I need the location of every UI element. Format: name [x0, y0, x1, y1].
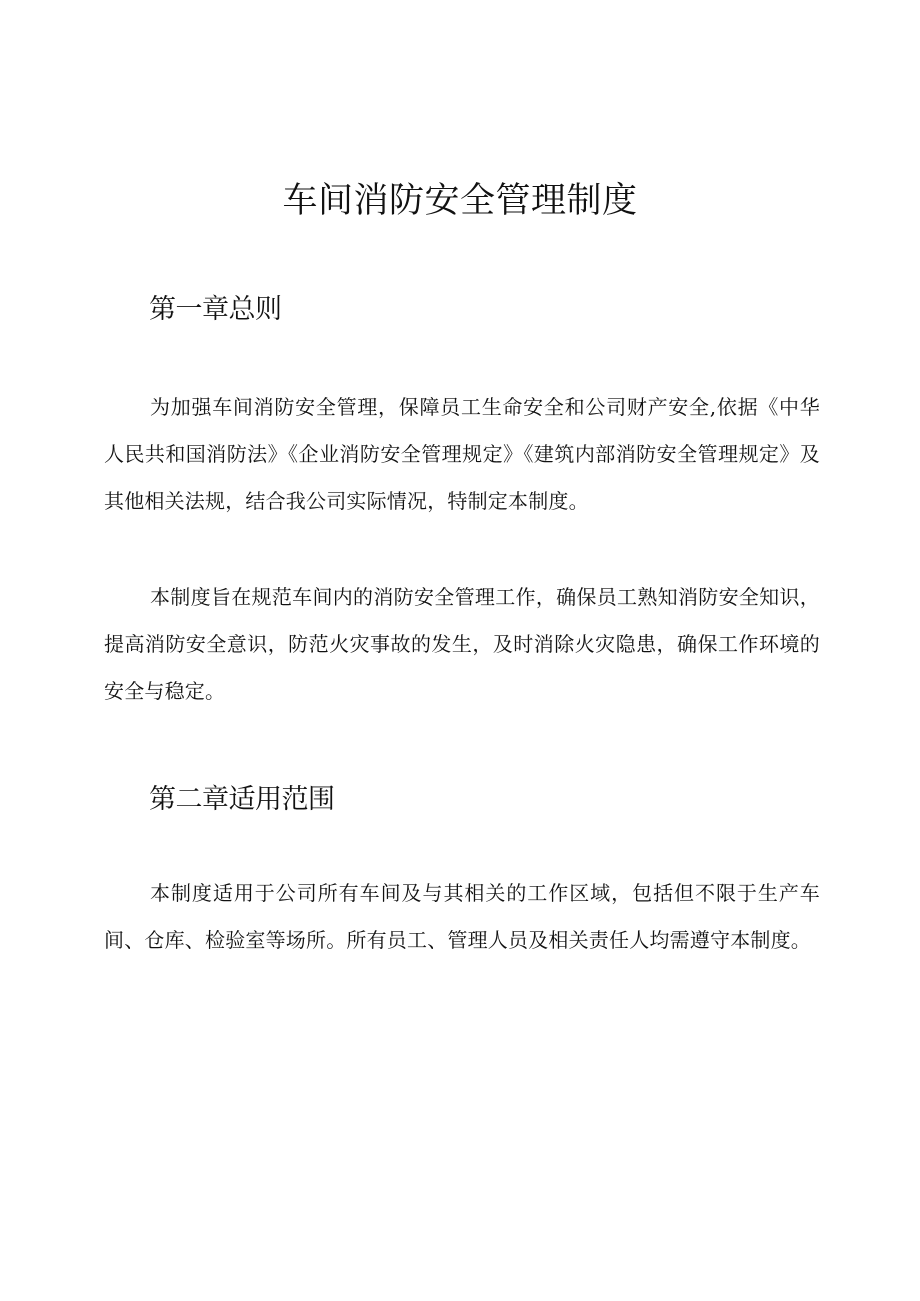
- chapter-1-heading: 第一章总则: [149, 294, 282, 325]
- chapter-1-paragraph-1: 为加强车间消防安全管理，保障员工生命安全和公司财产安全,依据《中华人民共和国消防法》《企业消防安全管理规定》《建筑内部消防安全管理规定》及其他相关法规，结合我公司实际情况，特制定本制度。: [104, 395, 820, 513]
- chapter-1-paragraph-2: 本制度旨在规范车间内的消防安全管理工作，确保员工熟知消防安全知识，提高消防安全意识，防范火灾事故的发生，及时消除火灾隐患，确保工作环境的安全与稳定。: [104, 585, 820, 703]
- chapter-2-heading: 第二章适用范围: [149, 784, 335, 815]
- chapter-2-paragraph-1: 本制度适用于公司所有车间及与其相关的工作区域，包括但不限于生产车间、仓库、检验室等场所。所有员工、管理人员及相关责任人均需遵守本制度。: [104, 881, 820, 952]
- document-title: 车间消防安全管理制度: [282, 181, 638, 221]
